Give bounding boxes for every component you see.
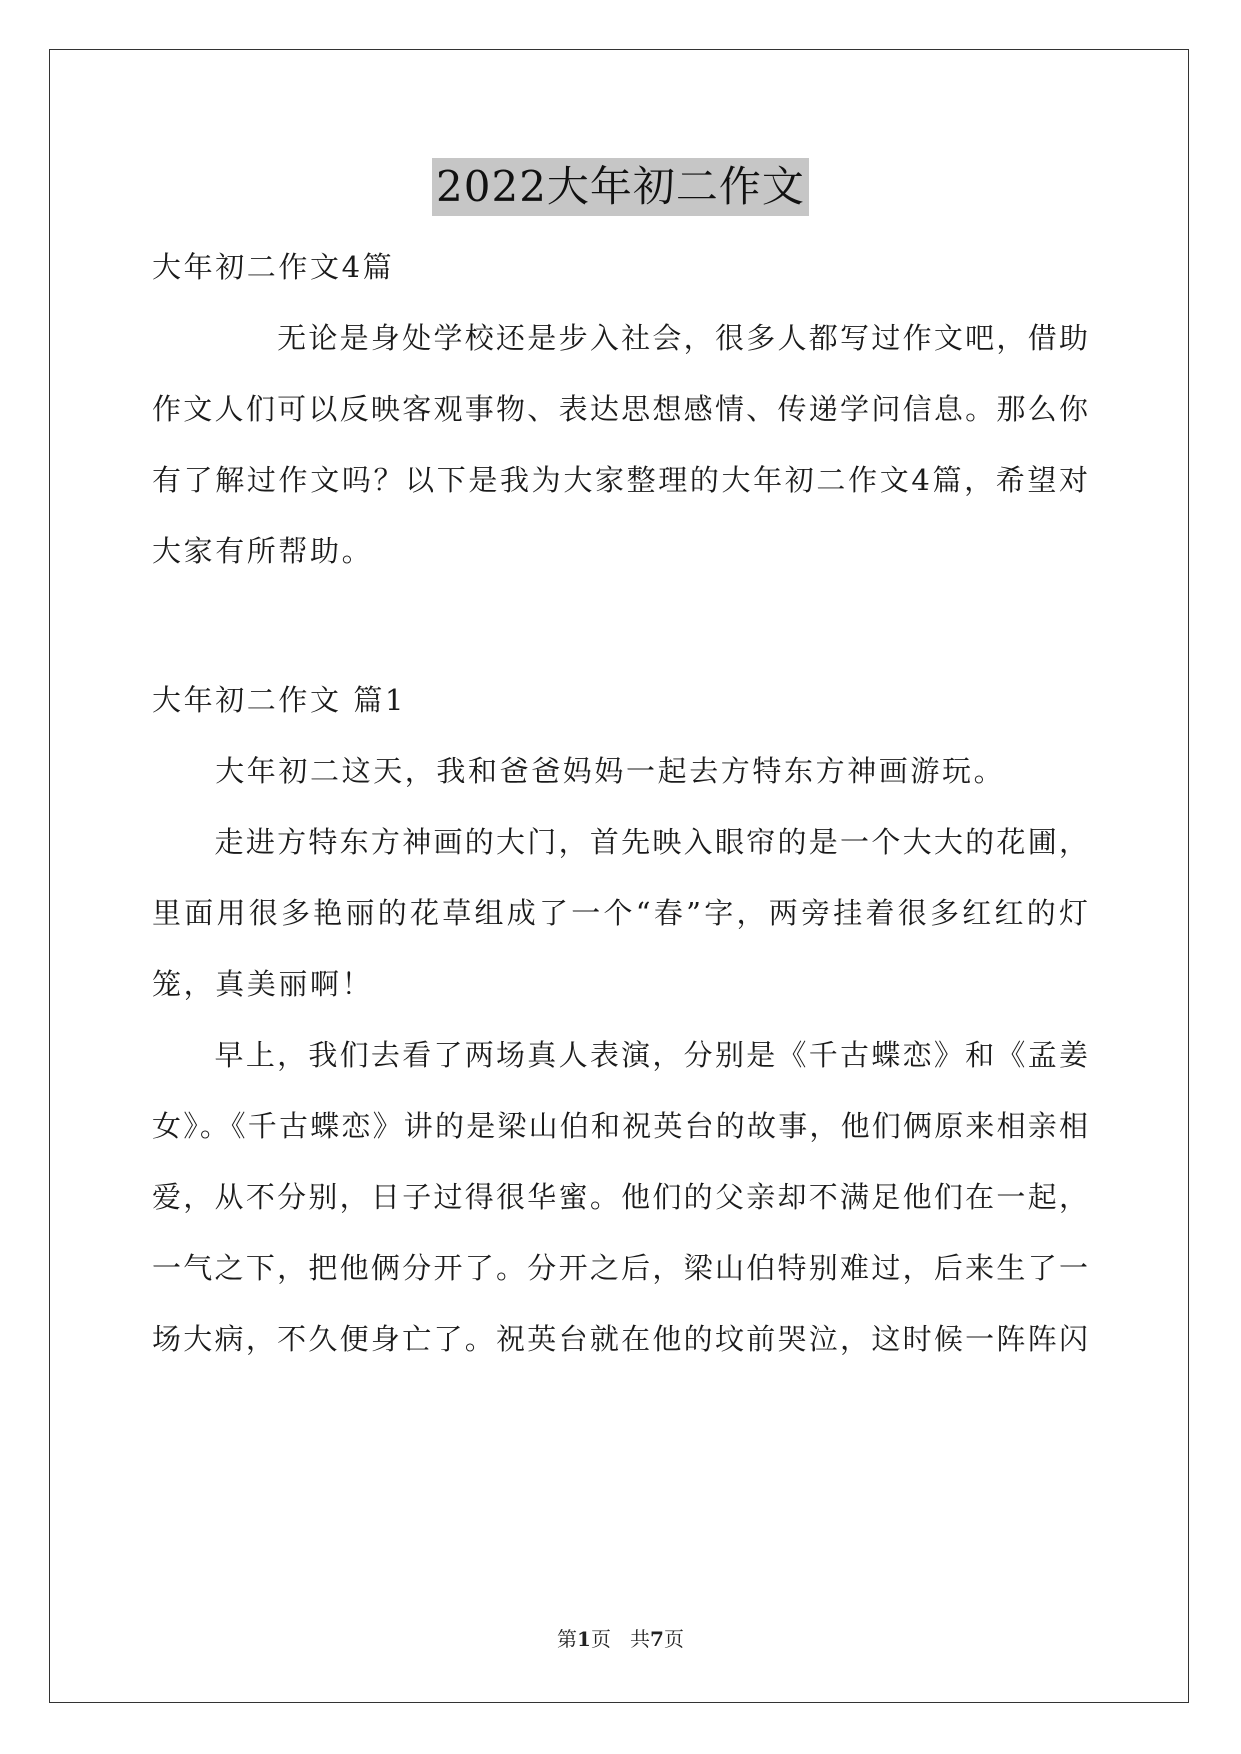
paragraph-line: 早上，我们去看了两场真人表演，分别是《千古蝶恋》和《孟姜: [152, 1038, 1088, 1072]
current-page-number: 1: [577, 1627, 591, 1651]
total-pages-number: 7: [650, 1627, 664, 1651]
subtitle-line: 大年初二作文4篇: [152, 250, 395, 284]
paragraph-line: 里面用很多艳丽的花草组成了一个“春”字，两旁挂着很多红红的灯: [152, 896, 1088, 930]
title-container: [0, 158, 1241, 216]
paragraph-line: 大年初二这天，我和爸爸妈妈一起去方特东方神画游玩。: [152, 754, 1006, 788]
section-heading: 大年初二作文 篇1: [152, 683, 407, 717]
paragraph-line: 女》。《千古蝶恋》讲的是梁山伯和祝英台的故事，他们俩原来相亲相: [152, 1109, 1088, 1143]
paragraph-line: 有了解过作文吗？以下是我为大家整理的大年初二作文4篇，希望对: [152, 463, 1088, 497]
page-footer: [0, 1626, 1241, 1652]
document-title: 2022大年初二作文: [432, 158, 809, 216]
paragraph-line: 笼，真美丽啊！: [152, 967, 374, 1001]
page-border: [49, 49, 1189, 1703]
paragraph-line: 爱，从不分别，日子过得很华蜜。他们的父亲却不满足他们在一起，: [152, 1180, 1088, 1214]
footer-middle: 页 共: [590, 1627, 651, 1651]
paragraph-line: 走进方特东方神画的大门，首先映入眼帘的是一个大大的花圃，: [152, 825, 1088, 859]
paragraph-line: 一气之下，把他俩分开了。分开之后，梁山伯特别难过，后来生了一: [152, 1251, 1088, 1285]
paragraph-line: 作文人们可以反映客观事物、表达思想感情、传递学问信息。那么你: [152, 392, 1088, 426]
paragraph-line: 无论是身处学校还是步入社会，很多人都写过作文吧，借助: [152, 321, 1088, 355]
paragraph-line: 大家有所帮助。: [152, 534, 374, 568]
footer-suffix: 页: [663, 1627, 684, 1651]
paragraph-line: 场大病，不久便身亡了。祝英台就在他的坟前哭泣，这时候一阵阵闪: [152, 1322, 1088, 1356]
footer-prefix: 第: [557, 1627, 578, 1651]
